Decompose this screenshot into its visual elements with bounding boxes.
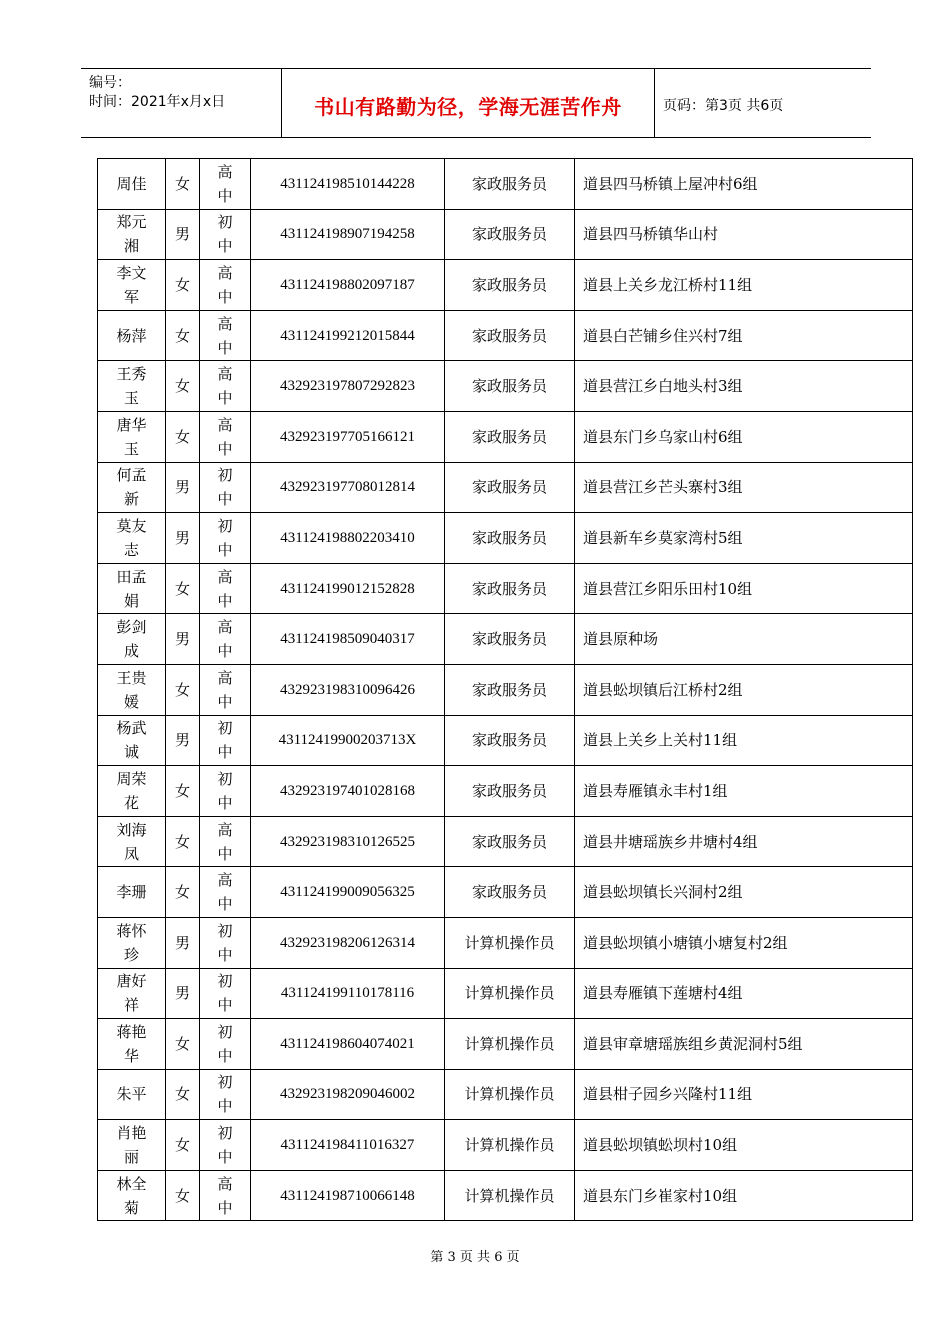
education-cell bbox=[200, 462, 251, 513]
occupation-cell: 家政服务员 bbox=[445, 715, 575, 766]
name-cell bbox=[98, 310, 166, 361]
education-cell bbox=[200, 513, 251, 564]
education-cell bbox=[200, 867, 251, 918]
address-cell: 道县白芒铺乡住兴村7组 bbox=[575, 310, 913, 361]
education-cell-text: 高中 bbox=[217, 668, 233, 711]
header-motto-cell bbox=[282, 69, 655, 137]
table-row bbox=[98, 917, 913, 968]
table-row bbox=[98, 159, 913, 210]
education-cell bbox=[200, 1019, 251, 1070]
sex-cell: 女 bbox=[166, 664, 200, 715]
sex-cell: 女 bbox=[166, 1069, 200, 1120]
education-cell-text: 初中 bbox=[217, 1073, 233, 1116]
sex-cell: 女 bbox=[166, 766, 200, 817]
name-cell-text: 李文军 bbox=[116, 263, 147, 306]
id-number-cell: 431124199009056325 bbox=[251, 867, 445, 918]
occupation-cell: 计算机操作员 bbox=[445, 917, 575, 968]
id-number-cell: 431124198509040317 bbox=[251, 614, 445, 665]
name-cell-text: 田孟娟 bbox=[116, 567, 147, 610]
table-row bbox=[98, 867, 913, 918]
name-cell bbox=[98, 209, 166, 260]
education-cell bbox=[200, 968, 251, 1019]
name-cell-text: 王贵媛 bbox=[116, 668, 147, 711]
education-cell bbox=[200, 664, 251, 715]
name-cell bbox=[98, 462, 166, 513]
name-cell-text: 唐华玉 bbox=[116, 415, 147, 458]
education-cell bbox=[200, 361, 251, 412]
id-number-cell: 432923197705166121 bbox=[251, 411, 445, 462]
date-label: 时间：2021年x月x日 bbox=[89, 94, 226, 110]
education-cell bbox=[200, 411, 251, 462]
id-number-cell: 432923197807292823 bbox=[251, 361, 445, 412]
name-cell bbox=[98, 260, 166, 311]
name-cell bbox=[98, 513, 166, 564]
table-row bbox=[98, 1170, 913, 1221]
name-cell-text: 蒋怀珍 bbox=[116, 921, 147, 964]
roster-table bbox=[97, 158, 913, 1221]
table-row bbox=[98, 411, 913, 462]
education-cell-text: 初中 bbox=[217, 719, 233, 762]
occupation-cell: 家政服务员 bbox=[445, 159, 575, 210]
address-cell: 道县新车乡莫家湾村5组 bbox=[575, 513, 913, 564]
name-cell bbox=[98, 411, 166, 462]
education-cell bbox=[200, 816, 251, 867]
table-row bbox=[98, 1069, 913, 1120]
sex-cell: 女 bbox=[166, 361, 200, 412]
id-number-cell: 431124199110178116 bbox=[251, 968, 445, 1019]
id-number-cell: 432923198310126525 bbox=[251, 816, 445, 867]
education-cell bbox=[200, 159, 251, 210]
id-number-cell: 432923198310096426 bbox=[251, 664, 445, 715]
id-number-cell: 43112419900203713X bbox=[251, 715, 445, 766]
education-cell bbox=[200, 563, 251, 614]
education-cell-text: 高中 bbox=[217, 871, 233, 914]
name-cell bbox=[98, 563, 166, 614]
education-cell-text: 初中 bbox=[217, 921, 233, 964]
address-cell: 道县上关乡上关村11组 bbox=[575, 715, 913, 766]
table-row bbox=[98, 209, 913, 260]
education-cell-text: 初中 bbox=[217, 972, 233, 1015]
page-info: 页码：第3页 共6页 bbox=[663, 98, 784, 114]
education-cell-text: 初中 bbox=[217, 1022, 233, 1065]
education-cell-text: 高中 bbox=[217, 162, 233, 205]
sex-cell: 女 bbox=[166, 867, 200, 918]
name-cell-text: 朱平 bbox=[116, 1085, 147, 1104]
occupation-cell: 家政服务员 bbox=[445, 816, 575, 867]
name-cell-text: 周荣花 bbox=[116, 769, 147, 812]
address-cell: 道县蚣坝镇蚣坝村10组 bbox=[575, 1120, 913, 1171]
address-cell: 道县井塘瑶族乡井塘村4组 bbox=[575, 816, 913, 867]
name-cell bbox=[98, 715, 166, 766]
id-number-cell: 431124198510144228 bbox=[251, 159, 445, 210]
education-cell-text: 高中 bbox=[217, 567, 233, 610]
name-cell-text: 蒋艳华 bbox=[116, 1022, 147, 1065]
education-cell-text: 高中 bbox=[217, 1174, 233, 1217]
education-cell-text: 高中 bbox=[217, 618, 233, 661]
table-row bbox=[98, 563, 913, 614]
education-cell bbox=[200, 209, 251, 260]
table-row bbox=[98, 816, 913, 867]
name-cell bbox=[98, 664, 166, 715]
education-cell bbox=[200, 715, 251, 766]
id-number-cell: 432923197401028168 bbox=[251, 766, 445, 817]
occupation-cell: 家政服务员 bbox=[445, 411, 575, 462]
name-cell bbox=[98, 159, 166, 210]
address-cell: 道县营江乡白地头村3组 bbox=[575, 361, 913, 412]
sex-cell: 男 bbox=[166, 968, 200, 1019]
name-cell-text: 林全菊 bbox=[116, 1174, 147, 1217]
name-cell-text: 唐好祥 bbox=[116, 972, 147, 1015]
table-row bbox=[98, 260, 913, 311]
name-cell-text: 杨萍 bbox=[116, 326, 147, 345]
name-cell bbox=[98, 867, 166, 918]
id-number-cell: 432923198206126314 bbox=[251, 917, 445, 968]
education-cell-text: 初中 bbox=[217, 466, 233, 509]
table-row bbox=[98, 766, 913, 817]
name-cell bbox=[98, 968, 166, 1019]
name-cell bbox=[98, 1069, 166, 1120]
table-row bbox=[98, 1120, 913, 1171]
address-cell: 道县寿雁镇下莲塘村4组 bbox=[575, 968, 913, 1019]
id-number-cell: 431124199012152828 bbox=[251, 563, 445, 614]
address-cell: 道县营江乡阳乐田村10组 bbox=[575, 563, 913, 614]
education-cell-text: 高中 bbox=[217, 415, 233, 458]
id-number-cell: 432923198209046002 bbox=[251, 1069, 445, 1120]
table-row bbox=[98, 715, 913, 766]
table-row bbox=[98, 462, 913, 513]
id-number-cell: 431124198710066148 bbox=[251, 1170, 445, 1221]
table-row bbox=[98, 664, 913, 715]
sex-cell: 男 bbox=[166, 462, 200, 513]
address-cell: 道县四马桥镇上屋冲村6组 bbox=[575, 159, 913, 210]
occupation-cell: 家政服务员 bbox=[445, 766, 575, 817]
name-cell bbox=[98, 1019, 166, 1070]
education-cell bbox=[200, 1170, 251, 1221]
occupation-cell: 家政服务员 bbox=[445, 563, 575, 614]
table-row bbox=[98, 968, 913, 1019]
occupation-cell: 计算机操作员 bbox=[445, 1019, 575, 1070]
id-number-cell: 431124199212015844 bbox=[251, 310, 445, 361]
occupation-cell: 家政服务员 bbox=[445, 867, 575, 918]
name-cell bbox=[98, 361, 166, 412]
name-cell-text: 杨武诚 bbox=[116, 719, 147, 762]
address-cell: 道县蚣坝镇长兴洞村2组 bbox=[575, 867, 913, 918]
table-row bbox=[98, 614, 913, 665]
occupation-cell: 计算机操作员 bbox=[445, 1170, 575, 1221]
name-cell-text: 刘海凤 bbox=[116, 820, 147, 863]
education-cell bbox=[200, 1120, 251, 1171]
sex-cell: 女 bbox=[166, 1019, 200, 1070]
name-cell-text: 莫友志 bbox=[116, 516, 147, 559]
name-cell-text: 何孟新 bbox=[116, 466, 147, 509]
address-cell: 道县上关乡龙江桥村11组 bbox=[575, 260, 913, 311]
occupation-cell: 家政服务员 bbox=[445, 209, 575, 260]
name-cell bbox=[98, 1120, 166, 1171]
name-cell-text: 李珊 bbox=[116, 883, 147, 902]
occupation-cell: 家政服务员 bbox=[445, 310, 575, 361]
occupation-cell: 家政服务员 bbox=[445, 664, 575, 715]
education-cell-text: 初中 bbox=[217, 1124, 233, 1167]
occupation-cell: 家政服务员 bbox=[445, 260, 575, 311]
table-row bbox=[98, 513, 913, 564]
name-cell-text: 周佳 bbox=[116, 174, 147, 193]
address-cell: 道县东门乡崔家村10组 bbox=[575, 1170, 913, 1221]
address-cell: 道县原种场 bbox=[575, 614, 913, 665]
name-cell-text: 彭剑成 bbox=[116, 618, 147, 661]
table-row bbox=[98, 361, 913, 412]
address-cell: 道县寿雁镇永丰村1组 bbox=[575, 766, 913, 817]
name-cell bbox=[98, 614, 166, 665]
id-number-cell: 431124198604074021 bbox=[251, 1019, 445, 1070]
address-cell: 道县柑子园乡兴隆村11组 bbox=[575, 1069, 913, 1120]
sex-cell: 男 bbox=[166, 209, 200, 260]
occupation-cell: 家政服务员 bbox=[445, 614, 575, 665]
occupation-cell: 家政服务员 bbox=[445, 361, 575, 412]
serial-label: 编号： bbox=[89, 75, 131, 91]
address-cell: 道县营江乡芒头寨村3组 bbox=[575, 462, 913, 513]
occupation-cell: 计算机操作员 bbox=[445, 968, 575, 1019]
sex-cell: 男 bbox=[166, 917, 200, 968]
sex-cell: 男 bbox=[166, 614, 200, 665]
education-cell bbox=[200, 1069, 251, 1120]
name-cell-text: 肖艳丽 bbox=[116, 1124, 147, 1167]
education-cell-text: 高中 bbox=[217, 314, 233, 357]
page-footer: 第 3 页 共 6 页 bbox=[430, 1250, 520, 1265]
sex-cell: 女 bbox=[166, 260, 200, 311]
education-cell-text: 初中 bbox=[217, 516, 233, 559]
education-cell-text: 高中 bbox=[217, 263, 233, 306]
education-cell-text: 初中 bbox=[217, 769, 233, 812]
education-cell-text: 初中 bbox=[217, 213, 233, 256]
sex-cell: 男 bbox=[166, 715, 200, 766]
name-cell-text: 王秀玉 bbox=[116, 365, 147, 408]
education-cell bbox=[200, 917, 251, 968]
occupation-cell: 家政服务员 bbox=[445, 513, 575, 564]
table-row bbox=[98, 1019, 913, 1070]
sex-cell: 女 bbox=[166, 816, 200, 867]
id-number-cell: 432923197708012814 bbox=[251, 462, 445, 513]
name-cell bbox=[98, 1170, 166, 1221]
education-cell-text: 高中 bbox=[217, 365, 233, 408]
sex-cell: 女 bbox=[166, 1170, 200, 1221]
education-cell bbox=[200, 260, 251, 311]
id-number-cell: 431124198907194258 bbox=[251, 209, 445, 260]
header-meta-cell bbox=[81, 69, 282, 137]
motto-text: 书山有路勤为径，学海无涯苦作舟 bbox=[314, 95, 622, 119]
education-cell bbox=[200, 766, 251, 817]
id-number-cell: 431124198802097187 bbox=[251, 260, 445, 311]
occupation-cell: 计算机操作员 bbox=[445, 1069, 575, 1120]
name-cell bbox=[98, 917, 166, 968]
address-cell: 道县审章塘瑶族组乡黄泥洞村5组 bbox=[575, 1019, 913, 1070]
sex-cell: 男 bbox=[166, 513, 200, 564]
sex-cell: 女 bbox=[166, 563, 200, 614]
table-row bbox=[98, 310, 913, 361]
name-cell-text: 郑元湘 bbox=[116, 213, 147, 256]
name-cell bbox=[98, 766, 166, 817]
sex-cell: 女 bbox=[166, 1120, 200, 1171]
address-cell: 道县东门乡乌家山村6组 bbox=[575, 411, 913, 462]
header-page-cell bbox=[655, 69, 871, 137]
page-header bbox=[81, 68, 871, 138]
address-cell: 道县四马桥镇华山村 bbox=[575, 209, 913, 260]
sex-cell: 女 bbox=[166, 159, 200, 210]
education-cell bbox=[200, 614, 251, 665]
roster-body bbox=[98, 159, 913, 1221]
occupation-cell: 计算机操作员 bbox=[445, 1120, 575, 1171]
address-cell: 道县蚣坝镇小塘镇小塘复村2组 bbox=[575, 917, 913, 968]
address-cell: 道县蚣坝镇后江桥村2组 bbox=[575, 664, 913, 715]
id-number-cell: 431124198411016327 bbox=[251, 1120, 445, 1171]
id-number-cell: 431124198802203410 bbox=[251, 513, 445, 564]
occupation-cell: 家政服务员 bbox=[445, 462, 575, 513]
name-cell bbox=[98, 816, 166, 867]
sex-cell: 女 bbox=[166, 411, 200, 462]
education-cell bbox=[200, 310, 251, 361]
education-cell-text: 高中 bbox=[217, 820, 233, 863]
sex-cell: 女 bbox=[166, 310, 200, 361]
